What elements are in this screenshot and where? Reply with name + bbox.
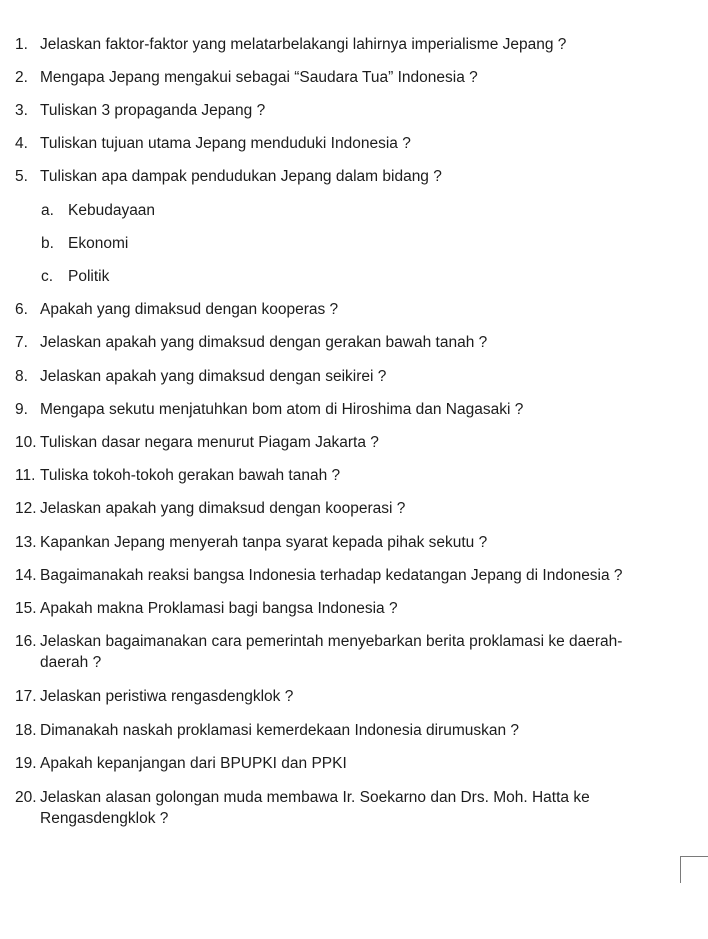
question-text: Apakah kepanjangan dari BPUPKI dan PPKI: [40, 755, 347, 772]
question-6: [15, 299, 695, 320]
question-20: [15, 787, 695, 829]
question-text-line-2: daerah ?: [40, 654, 102, 671]
sub-item-text: Kebudayaan: [68, 202, 156, 219]
question-14: [15, 565, 695, 586]
question-text: Jelaskan faktor-faktor yang melatarbelakangi lahirnya imperialisme Jepang ?: [40, 36, 567, 53]
question-number: 6.: [15, 301, 28, 318]
question-number: 1.: [15, 36, 28, 53]
question-text: Bagaimanakah reaksi bangsa Indonesia terhadap kedatangan Jepang di Indonesia ?: [40, 567, 623, 584]
question-number: 9.: [15, 401, 28, 418]
question-19: [15, 753, 695, 774]
question-number: 5.: [15, 168, 28, 185]
question-13: [15, 532, 695, 553]
question-text: Tuliskan tujuan utama Jepang menduduki Indonesia ?: [40, 135, 411, 152]
question-11: [15, 465, 695, 486]
question-number: 16.: [15, 633, 37, 650]
question-number: 15.: [15, 600, 37, 617]
sub-item-b: [41, 233, 128, 254]
question-number: 18.: [15, 722, 37, 739]
question-17: [15, 686, 695, 707]
sub-item-letter: a.: [41, 202, 54, 219]
question-text-line-2: Rengasdengklok ?: [40, 810, 169, 827]
question-number: 11.: [15, 467, 36, 484]
question-text: [40, 787, 590, 829]
question-number: 4.: [15, 135, 28, 152]
question-text: Dimanakah naskah proklamasi kemerdekaan Indonesia dirumuskan ?: [40, 722, 520, 739]
question-text-line-1: Jelaskan bagaimanakan cara pemerintah menyebarkan berita proklamasi ke daerah-: [40, 633, 623, 650]
question-text: Tuliska tokoh-tokoh gerakan bawah tanah ?: [40, 467, 341, 484]
question-text: Apakah yang dimaksud dengan kooperas ?: [40, 301, 339, 318]
question-text: Mengapa Jepang mengakui sebagai “Saudara Tua” Indonesia ?: [40, 69, 478, 86]
question-text: Jelaskan apakah yang dimaksud dengan kooperasi ?: [40, 500, 406, 517]
question-18: [15, 720, 695, 741]
question-3: [15, 100, 695, 121]
question-number: 12.: [15, 500, 37, 517]
sub-item-letter: c.: [41, 268, 54, 285]
question-16: [15, 631, 695, 673]
question-text: Jelaskan peristiwa rengasdengklok ?: [40, 688, 294, 705]
sub-item-c: [41, 266, 109, 287]
question-number: 17.: [15, 688, 37, 705]
question-12: [15, 498, 695, 519]
sub-item-letter: b.: [41, 235, 54, 252]
question-number: 14.: [15, 567, 37, 584]
sub-item-text: Ekonomi: [68, 235, 129, 252]
question-number: 7.: [15, 334, 28, 351]
question-number: 3.: [15, 102, 28, 119]
question-number: 10.: [15, 434, 37, 451]
question-text: Tuliskan dasar negara menurut Piagam Jakarta ?: [40, 434, 379, 451]
question-4: [15, 133, 695, 154]
question-text: Apakah makna Proklamasi bagi bangsa Indonesia ?: [40, 600, 398, 617]
question-text: Mengapa sekutu menjatuhkan bom atom di Hiroshima dan Nagasaki ?: [40, 401, 524, 418]
question-2: [15, 67, 695, 88]
question-5: [15, 166, 695, 187]
question-number: 8.: [15, 368, 28, 385]
sub-item-a: [41, 200, 155, 221]
question-1: [15, 34, 695, 55]
question-text: [40, 631, 622, 673]
question-text: Tuliskan apa dampak pendudukan Jepang dalam bidang ?: [40, 168, 442, 185]
question-15: [15, 598, 695, 619]
question-text: Tuliskan 3 propaganda Jepang ?: [40, 102, 266, 119]
sub-item-text: Politik: [68, 268, 110, 285]
question-9: [15, 399, 695, 420]
question-number: 20.: [15, 789, 37, 806]
question-text-line-1: Jelaskan alasan golongan muda membawa Ir. Soekarno dan Drs. Moh. Hatta ke: [40, 789, 590, 806]
question-text: Jelaskan apakah yang dimaksud dengan gerakan bawah tanah ?: [40, 334, 488, 351]
question-8: [15, 366, 695, 387]
question-text: Jelaskan apakah yang dimaksud dengan seikirei ?: [40, 368, 387, 385]
question-number: 19.: [15, 755, 37, 772]
question-number: 2.: [15, 69, 28, 86]
question-text: Kapankan Jepang menyerah tanpa syarat kepada pihak sekutu ?: [40, 534, 488, 551]
scan-corner-mark: [680, 856, 708, 883]
question-10: [15, 432, 695, 453]
question-7: [15, 332, 695, 353]
question-number: 13.: [15, 534, 37, 551]
